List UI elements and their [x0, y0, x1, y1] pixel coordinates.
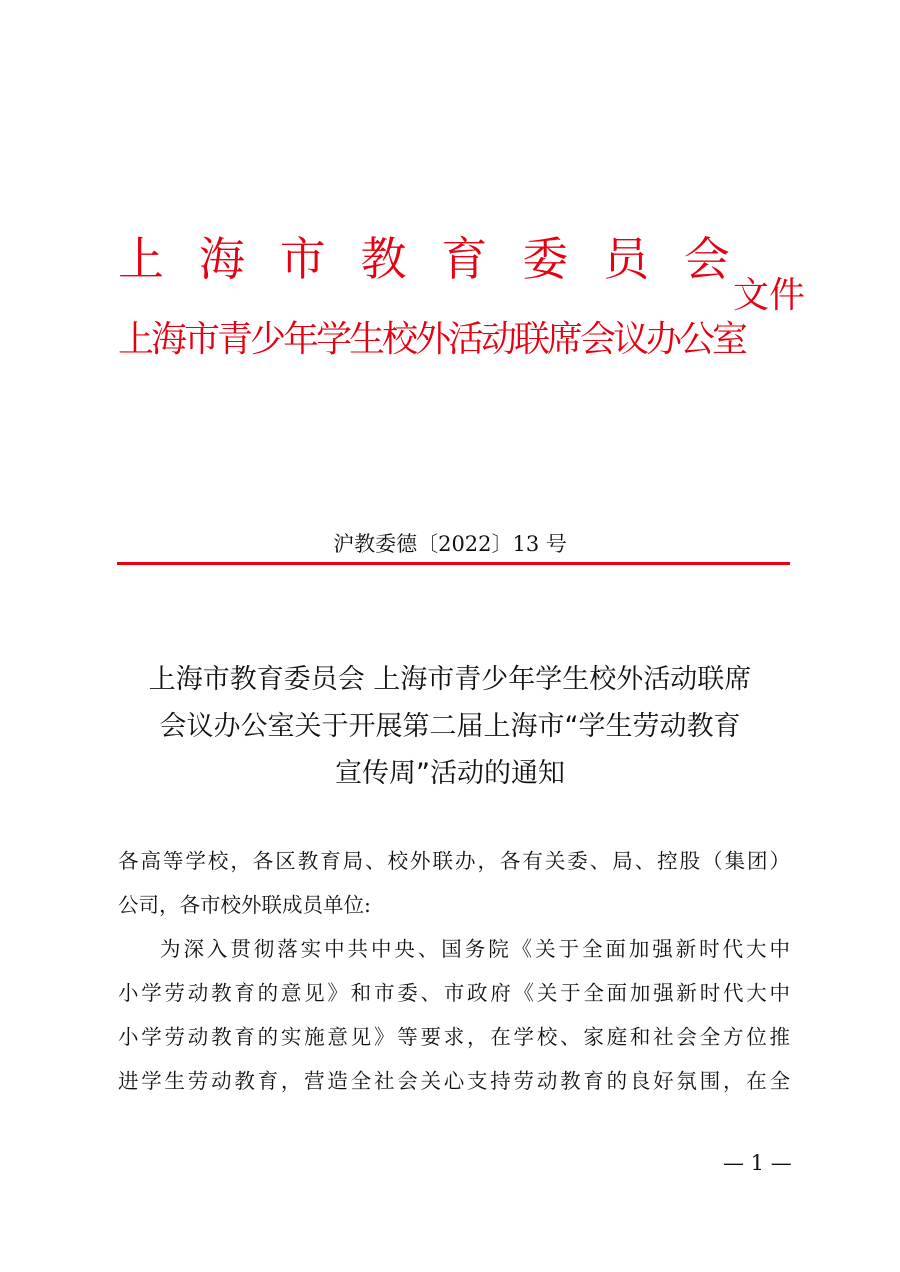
recipients-line-1: 各高等学校，各区教育局、校外联办，各有关委、局、控股（集团）: [118, 849, 790, 873]
document-number: 沪教委德〔2022〕13 号: [333, 532, 567, 556]
issuer-char: 市: [279, 232, 326, 286]
issuer-char: 教: [360, 232, 407, 286]
issuer-char: 育: [441, 232, 488, 286]
recipients-line-2: 公司，各市校外联成员单位:: [118, 893, 371, 917]
issuer-char: 上: [118, 232, 164, 286]
notice-title-line-1: 上海市教育委员会 上海市青少年学生校外活动联席: [148, 664, 752, 695]
issuer-char: 委: [522, 232, 569, 286]
notice-title-line-3: 宣传周”活动的通知: [335, 758, 565, 789]
issuer-char: 员: [603, 232, 650, 286]
issuer-suffix: 文件: [733, 275, 806, 316]
issuer-line-2: 上海市青少年学生校外活动联席会议办公室: [118, 319, 746, 360]
body-line-4: 进学生劳动教育，营造全社会关心支持劳动教育的良好氛围，在全: [118, 1069, 790, 1093]
red-divider: [117, 562, 790, 565]
issuer-char: 海: [198, 232, 245, 286]
notice-title-line-2: 会议办公室关于开展第二届上海市“学生劳动教育: [159, 711, 741, 742]
body-line-3: 小学劳动教育的实施意见》等要求，在学校、家庭和社会全方位推: [118, 1025, 790, 1049]
issuer-line-1: [118, 226, 730, 292]
page-number: — 1 —: [723, 1151, 792, 1175]
body-line-1: 为深入贯彻落实中共中央、国务院《关于全面加强新时代大中: [160, 937, 790, 961]
issuer-char: 会: [683, 232, 730, 286]
body-line-2: 小学劳动教育的意见》和市委、市政府《关于全面加强新时代大中: [118, 981, 790, 1005]
